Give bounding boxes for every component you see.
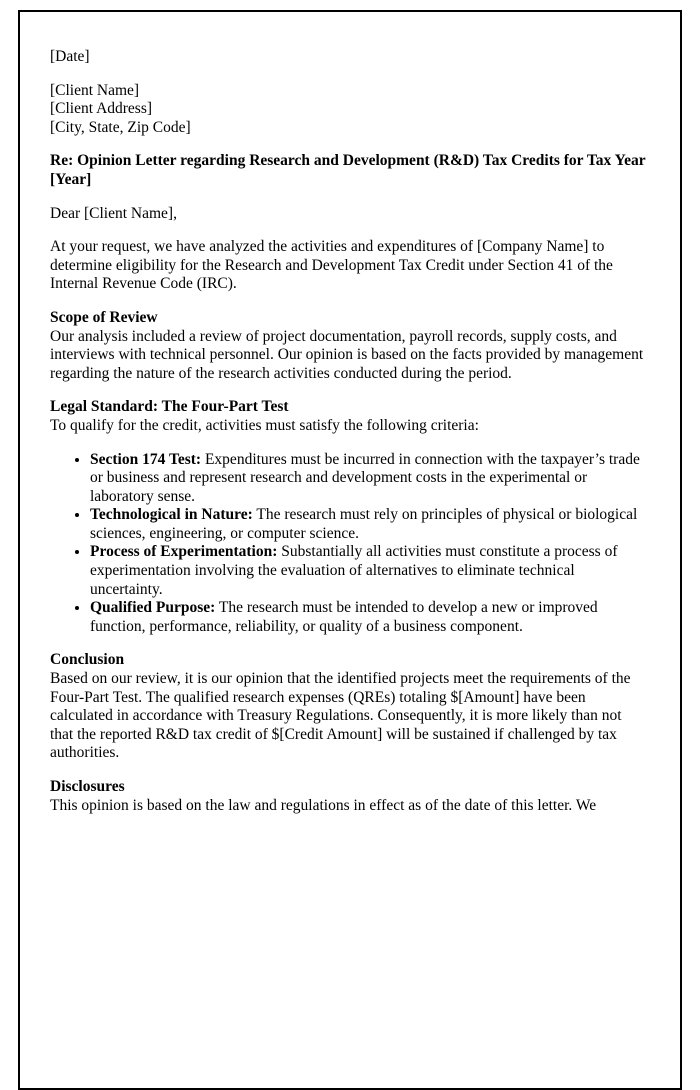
four-part-test-list [50, 451, 648, 637]
date-placeholder: [Date] [50, 48, 90, 65]
bullet-text: Substantially all activities must constitute a process of experimentation involving the evaluation of alternatives to eliminate technical uncertainty. [90, 543, 618, 598]
bullet-label: Process of Experimentation: [90, 543, 278, 561]
intro-paragraph: At your request, we have analyzed the activities and expenditures of [Company Name] to determine eligibility for the Research and Development Tax Credit under Section 41 of the Internal Revenue Code (IRC). [50, 238, 613, 293]
bullet-text: The research must rely on principles of physical or biological sciences, engineering, or computer science. [90, 506, 638, 542]
recipient-name: [Client Name] [50, 81, 140, 99]
disclosures-heading: Disclosures [50, 778, 125, 795]
list-item-technological [90, 506, 648, 543]
subject-line: Re: Opinion Letter regarding Research and Development (R&D) Tax Credits for Tax Year [Year] [50, 152, 646, 188]
list-item-experimentation [90, 543, 648, 599]
salutation: Dear [Client Name], [50, 204, 177, 222]
recipient-address: [Client Address] [50, 100, 153, 118]
scope-paragraph: Our analysis included a review of project documentation, payroll records, supply costs, and interviews with technical personnel. Our opinion is based on the facts provided by management regarding the nature of the research activities conducted during the period. [50, 327, 644, 382]
document-page [18, 10, 682, 1090]
scope-heading: Scope of Review [50, 308, 158, 326]
legal-standard-intro: To qualify for the credit, activities must satisfy the following criteria: [50, 416, 479, 434]
bullet-label: Qualified Purpose: [90, 599, 216, 617]
bullet-text: The research must be intended to develop a new or improved function, performance, reliability, or quality of a business component. [90, 599, 598, 635]
bullet-text: Expenditures must be incurred in connection with the taxpayer’s trade or business and represent research and development costs in the experimental or laboratory sense. [90, 450, 640, 505]
conclusion-heading: Conclusion [50, 651, 125, 669]
bullet-label: Section 174 Test: [90, 450, 202, 468]
disclosures-paragraph: This opinion is based on the law and regulations in effect as of the date of this letter. We [50, 796, 597, 814]
recipient-block [50, 82, 648, 138]
list-item-section-174 [90, 451, 648, 507]
recipient-city: [City, State, Zip Code] [50, 118, 191, 136]
legal-standard-heading: Legal Standard: The Four-Part Test [50, 398, 289, 416]
conclusion-paragraph: Based on our review, it is our opinion that the identified projects meet the requirements of the Four-Part Test. The qualified research expenses (QREs) totaling $[Amount] have been calculated in accordance with Treasury Regulations. Consequently, it is more likely than not that the reported R&D tax credit of $[Credit Amount] will be sustained if challenged by tax authorities. [50, 670, 631, 762]
list-item-qualified-purpose [90, 599, 648, 636]
bullet-label: Technological in Nature: [90, 506, 253, 524]
